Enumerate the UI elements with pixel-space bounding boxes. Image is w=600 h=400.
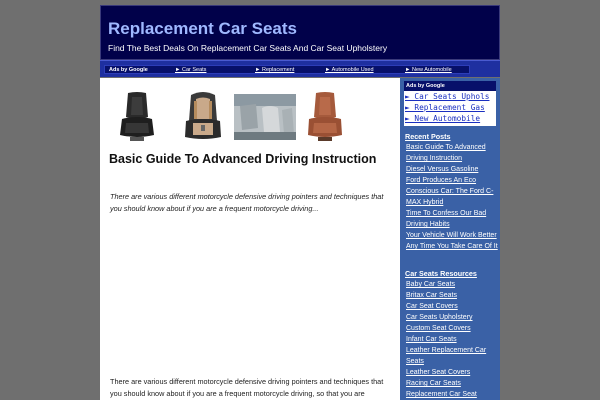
- post-title[interactable]: Basic Guide To Advanced Driving Instruction: [109, 152, 377, 166]
- recent-posts-heading: Recent Posts: [405, 132, 451, 141]
- resources-list: [406, 279, 498, 400]
- tan-leather-seat-image[interactable]: [305, 91, 345, 143]
- resource-link[interactable]: Custom Seat Covers: [406, 325, 471, 332]
- resource-link[interactable]: Racing Car Seats: [406, 380, 461, 387]
- nav-link-car-seats[interactable]: ► Car Seats: [175, 67, 207, 73]
- resource-link[interactable]: Car Seats Upholstery: [406, 314, 473, 321]
- sidebar-ad-link[interactable]: ► New Automobile: [405, 114, 481, 123]
- post-excerpt: There are various different motorcycle defensive driving pointers and techniques that you should know about if you are a frequent motorcycle driving...: [110, 192, 384, 213]
- resource-link[interactable]: Infant Car Seats: [406, 336, 457, 343]
- nav-bar: [100, 60, 500, 77]
- sidebar-ads-label[interactable]: Ads by Google: [404, 81, 496, 91]
- nav-link-replacement[interactable]: ► Replacement: [255, 67, 295, 73]
- sidebar: [400, 78, 500, 400]
- nav-link-automobile-used[interactable]: ► Automobile Used: [325, 67, 374, 73]
- ad-link-strip: [104, 65, 470, 74]
- site-header: [100, 5, 500, 60]
- black-leather-seat-image[interactable]: [118, 91, 156, 143]
- resource-link[interactable]: Britax Car Seats: [406, 292, 457, 299]
- recent-post-link[interactable]: Your Vehicle Will Work Better Any Time You Take Care Of It: [406, 232, 498, 250]
- sidebar-ad-box: [404, 81, 496, 126]
- ads-by-google-label[interactable]: Ads by Google: [109, 67, 148, 73]
- recent-post-link[interactable]: Diesel Versus Gasoline: [406, 166, 479, 173]
- recent-posts-list: [406, 142, 498, 252]
- recent-post-link[interactable]: Time To Confess Our Bad Driving Habits: [406, 210, 487, 228]
- resource-link[interactable]: Car Seat Covers: [406, 303, 458, 310]
- nav-link-new-automobile[interactable]: ► New Automobile: [405, 67, 452, 73]
- site-tagline: Find The Best Deals On Replacement Car Seats And Car Seat Upholstery: [108, 43, 388, 53]
- recent-post-link[interactable]: Ford Produces An Eco Conscious Car: The Ford C-MAX Hybrid: [406, 177, 494, 206]
- resource-link[interactable]: Leather Seat Covers: [406, 369, 471, 376]
- car-interior-image[interactable]: [234, 91, 296, 143]
- main-content: [100, 78, 400, 400]
- resource-link[interactable]: Leather Replacement Car Seats: [406, 347, 487, 365]
- resource-link[interactable]: Baby Car Seats: [406, 281, 456, 288]
- recent-post-link[interactable]: Basic Guide To Advanced Driving Instruction: [406, 144, 486, 162]
- site-title[interactable]: Replacement Car Seats: [108, 19, 297, 38]
- resource-link[interactable]: Replacement Car Seat: [406, 391, 477, 398]
- post-body: There are various different motorcycle defensive driving pointers and techniques that you should know about if you are a frequent motorcycle driving, so that you are: [110, 377, 384, 398]
- sidebar-ad-link[interactable]: ► Car Seats Uphols: [405, 92, 490, 101]
- resources-heading: Car Seats Resources: [405, 269, 477, 278]
- child-booster-seat-image[interactable]: [183, 91, 223, 143]
- sidebar-ad-link[interactable]: ► Replacement Gas: [405, 103, 485, 112]
